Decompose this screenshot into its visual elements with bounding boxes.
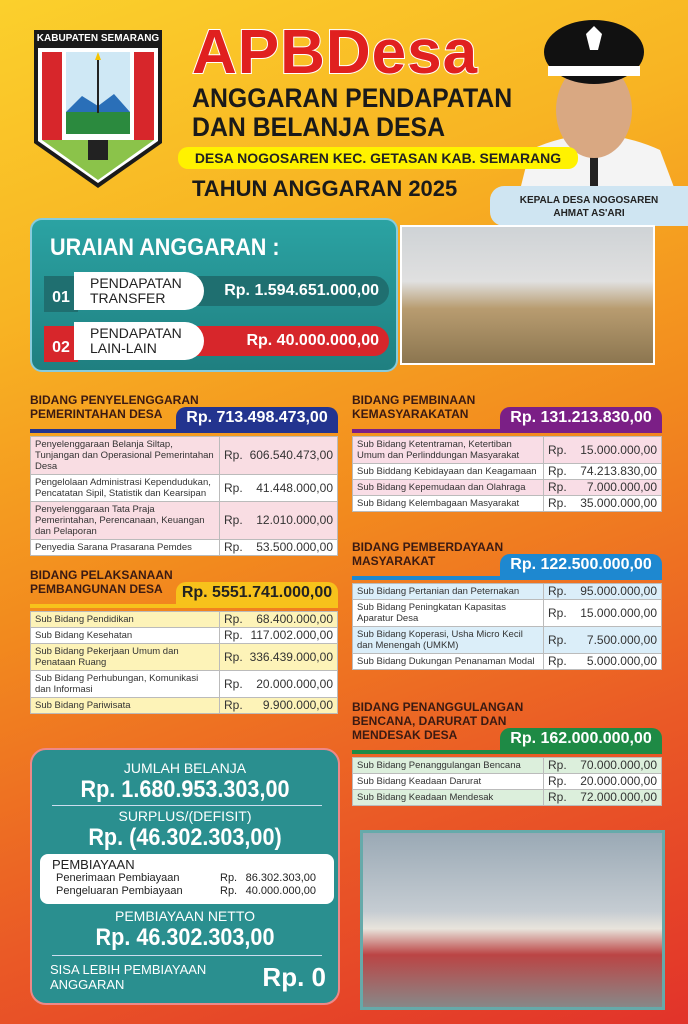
sub-field-amount xyxy=(220,540,338,556)
sub-field-amount xyxy=(220,475,338,502)
income-label xyxy=(74,322,204,360)
sub-field-amount xyxy=(544,790,662,806)
currency: Rp. xyxy=(224,513,243,527)
sub-field-name: Sub Bidang Pariwisata xyxy=(31,698,220,714)
sub-field-name: Sub Bidang Pekerjaan Umum dan Penataan Ruang xyxy=(31,644,220,671)
amount-value: 35.000.000,00 xyxy=(580,496,657,510)
sub-field-amount xyxy=(544,758,662,774)
sub-field-name: Sub Biddang Kebidayaan dan Keagamaan xyxy=(353,464,544,480)
sub-field-name: Sub Bidang Kelembagaan Masyarakat xyxy=(353,496,544,512)
table-row xyxy=(353,464,662,480)
section-title-2: PEMBANGUNAN DESA xyxy=(30,582,163,596)
table-row xyxy=(31,671,338,698)
sub-field-amount xyxy=(220,628,338,644)
currency: Rp. xyxy=(224,698,243,712)
income-value: Rp. 40.000.000,00 xyxy=(194,326,389,356)
section-table xyxy=(352,583,662,670)
table-row xyxy=(353,584,662,600)
currency: Rp. xyxy=(548,496,567,510)
section-total: Rp. 713.498.473,00 xyxy=(176,407,338,429)
uraian-anggaran-panel xyxy=(30,218,398,372)
currency: Rp. xyxy=(548,442,567,457)
amount-value: 7.500.000,00 xyxy=(586,632,657,647)
currency: Rp. xyxy=(224,676,243,691)
sub-field-name: Sub Bidang Keadaan Darurat xyxy=(353,774,544,790)
currency: Rp. xyxy=(548,605,567,620)
amount-value: 68.400.000,00 xyxy=(256,612,333,626)
table-row xyxy=(31,540,338,556)
amount-value: 117.002.000,00 xyxy=(250,628,333,642)
village-office-photo xyxy=(360,830,665,1010)
total-spending-label: JUMLAH BELANJA xyxy=(123,760,247,776)
amount-value: 72.000.000,00 xyxy=(580,790,657,804)
section-title-1: BIDANG PENANGGULANGAN xyxy=(352,700,524,714)
location-badge: DESA NOGOSAREN KEC. GETASAN KAB. SEMARANG xyxy=(178,147,578,169)
net-financing-value: Rp. 46.302.303,00 xyxy=(95,924,275,951)
table-row xyxy=(353,496,662,512)
portrait-caption xyxy=(490,186,688,226)
sub-field-name: Sub Bidang Ketentraman, Ketertiban Umum dan Perlinddungan Masyarakat xyxy=(353,437,544,464)
table-row xyxy=(353,480,662,496)
section-title-1: BIDANG PEMBINAAN xyxy=(352,393,476,407)
section-title-1: BIDANG PEMBERDAYAAN xyxy=(352,540,504,554)
financing-label: PEMBIAYAAN xyxy=(52,857,135,872)
currency: Rp. xyxy=(224,480,243,495)
sub-field-name: Sub Bidang Peningkatan Kapasitas Aparatur Desa xyxy=(353,600,544,627)
sub-field-name: Sub Bidang Penanggulangan Bencana xyxy=(353,758,544,774)
section-title-2: PEMERINTAHAN DESA xyxy=(30,407,163,421)
sub-field-amount xyxy=(220,698,338,714)
table-row xyxy=(353,790,662,806)
amount-value: 53.500.000,00 xyxy=(256,540,333,554)
sub-field-amount xyxy=(544,496,662,512)
table-row xyxy=(31,644,338,671)
summary-panel xyxy=(30,748,340,1005)
income-label-2: LAIN-LAIN xyxy=(90,340,157,356)
sub-field-amount xyxy=(544,437,662,464)
sub-field-name: Pengelolaan Administrasi Kependudukan, Pencatatan Sipil, Statistik dan Kearsipan xyxy=(31,475,220,502)
income-number: 02 xyxy=(44,326,78,362)
sub-field-amount xyxy=(544,654,662,670)
surplus-value: Rp. (46.302.303,00) xyxy=(88,824,282,851)
income-item xyxy=(44,272,389,312)
income-label-1: PENDAPATAN xyxy=(90,325,182,341)
section-title-1: BIDANG PELAKSANAAN xyxy=(30,568,173,582)
sub-field-name: Sub Bidang Keadaan Mendesak xyxy=(353,790,544,806)
table-row xyxy=(31,698,338,714)
amount-value: 336.439.000,00 xyxy=(249,649,333,664)
silpa-value: Rp. 0 xyxy=(262,962,326,992)
income-item xyxy=(44,322,389,362)
sub-field-name: Penyelenggaraan Belanja Siltap, Tunjangan dan Operasional Pemerintahan Desa xyxy=(31,437,220,475)
amount-value: 70.000.000,00 xyxy=(580,758,657,772)
receipts-value: 86.302.303,00 xyxy=(245,872,316,884)
currency: Rp. xyxy=(548,790,567,804)
amount-value: 7.000.000,00 xyxy=(586,480,657,494)
group-photo xyxy=(400,225,655,365)
section-title-2: MASYARAKAT xyxy=(352,554,436,568)
sub-field-name: Penyedia Sarana Prasarana Pemdes xyxy=(31,540,220,556)
amount-value: 9.900.000,00 xyxy=(262,698,333,712)
silpa-label xyxy=(50,962,206,992)
expenditure-label: Pengeluaran Pembiayaan xyxy=(56,885,183,897)
section-header xyxy=(30,568,338,608)
currency: Rp. xyxy=(224,540,243,554)
section-underline xyxy=(352,750,662,754)
divider xyxy=(52,805,322,806)
uraian-title: URAIAN ANGGARAN : xyxy=(50,234,280,261)
currency: Rp. xyxy=(224,448,243,462)
sub-field-amount xyxy=(220,671,338,698)
currency: Rp. xyxy=(220,885,238,897)
income-number: 01 xyxy=(44,276,78,312)
currency: Rp. xyxy=(224,649,243,664)
currency: Rp. xyxy=(548,632,567,647)
caption-name: AHMAT AS'ARI xyxy=(553,208,625,219)
subtitle-line-2: DAN BELANJA DESA xyxy=(192,112,446,142)
sub-field-amount xyxy=(544,584,662,600)
amount-value: 606.540.473,00 xyxy=(249,448,333,462)
section-header xyxy=(352,540,662,580)
sub-field-amount xyxy=(544,627,662,654)
currency: Rp. xyxy=(548,480,567,494)
table-row xyxy=(31,475,338,502)
section-table xyxy=(30,436,338,556)
table-row xyxy=(31,612,338,628)
logo-text: KABUPATEN SEMARANG xyxy=(36,33,160,44)
sub-field-name: Sub Bidang Dukungan Penanaman Modal xyxy=(353,654,544,670)
amount-value: 15.000.000,00 xyxy=(580,442,657,457)
surplus-label: SURPLUS/(DEFISIT) xyxy=(118,808,252,824)
income-label xyxy=(74,272,204,310)
table-row xyxy=(353,600,662,627)
budget-year: TAHUN ANGGARAN 2025 xyxy=(192,176,458,201)
section-header xyxy=(30,393,338,433)
sub-field-amount xyxy=(544,600,662,627)
sub-field-amount xyxy=(544,480,662,496)
section-header xyxy=(352,393,662,433)
sub-field-amount xyxy=(220,437,338,475)
sub-field-name: Penyelenggaraan Tata Praja Pemerintahan, Perencanaan, Keuangan dan Pelaporan xyxy=(31,502,220,540)
section-title-3: MENDESAK DESA xyxy=(352,728,458,742)
subtitle-line-1: ANGGARAN PENDAPATAN xyxy=(192,83,513,113)
sub-field-amount xyxy=(544,464,662,480)
subtitle xyxy=(192,84,512,142)
amount-value: 95.000.000,00 xyxy=(580,584,657,598)
currency: Rp. xyxy=(548,654,567,668)
sub-field-amount xyxy=(544,774,662,790)
receipts-label: Penerimaan Pembiayaan xyxy=(56,872,180,884)
currency: Rp. xyxy=(224,628,243,642)
section-total: Rp. 5551.741.000,00 xyxy=(176,582,338,604)
table-row xyxy=(353,774,662,790)
table-row xyxy=(353,758,662,774)
page-title: APBDesa xyxy=(192,18,479,87)
amount-value: 15.000.000,00 xyxy=(580,605,657,620)
section-title-1: BIDANG PENYELENGGARAN xyxy=(30,393,199,407)
amount-value: 20.000.000,00 xyxy=(580,774,657,788)
divider xyxy=(52,955,322,956)
sub-field-amount xyxy=(220,612,338,628)
financing-box xyxy=(40,854,334,904)
amount-value: 12.010.000,00 xyxy=(256,513,333,527)
sub-field-name: Sub Bidang Perhubungan, Komunikasi dan Informasi xyxy=(31,671,220,698)
amount-value: 5.000.000,00 xyxy=(586,654,657,668)
income-value: Rp. 1.594.651.000,00 xyxy=(194,276,389,306)
section-underline xyxy=(352,576,662,580)
section-title xyxy=(352,700,523,742)
kabupaten-semarang-logo xyxy=(32,28,164,190)
currency: Rp. xyxy=(548,774,567,788)
table-row xyxy=(353,654,662,670)
income-label-2: TRANSFER xyxy=(90,290,166,306)
currency: Rp. xyxy=(548,584,567,598)
table-row xyxy=(31,437,338,475)
amount-value: 41.448.000,00 xyxy=(256,480,333,495)
currency: Rp. xyxy=(548,464,567,478)
section-total: Rp. 162.000.000,00 xyxy=(500,728,662,750)
silpa-label-2: ANGGARAN xyxy=(50,977,125,992)
expenditure-value: 40.000.000,00 xyxy=(245,885,316,897)
section-title xyxy=(352,540,503,568)
currency: Rp. xyxy=(220,872,238,884)
currency: Rp. xyxy=(548,758,567,772)
sub-field-name: Sub Bidang Kepemudaan dan Olahraga xyxy=(353,480,544,496)
income-label-1: PENDAPATAN xyxy=(90,275,182,291)
table-row xyxy=(31,628,338,644)
section-table xyxy=(352,436,662,512)
section-title xyxy=(30,393,199,421)
sub-field-amount xyxy=(220,502,338,540)
sub-field-amount xyxy=(220,644,338,671)
section-total: Rp. 131.213.830,00 xyxy=(500,407,662,429)
section-total: Rp. 122.500.000,00 xyxy=(500,554,662,576)
section-table xyxy=(352,757,662,806)
sub-field-name: Sub Bidang Koperasi, Usha Micro Kecil dan Menengah (UMKM) xyxy=(353,627,544,654)
amount-value: 20.000.000,00 xyxy=(256,676,333,691)
section-header xyxy=(352,700,662,754)
caption-title: KEPALA DESA NOGOSAREN xyxy=(519,195,659,206)
section-title xyxy=(352,393,475,421)
section-title xyxy=(30,568,173,596)
silpa-label-1: SISA LEBIH PEMBIAYAAN xyxy=(50,962,207,977)
currency: Rp. xyxy=(224,612,243,626)
section-title-2: KEMASYARAKATAN xyxy=(352,407,469,421)
sub-field-name: Sub Bidang Pendidikan xyxy=(31,612,220,628)
net-financing-label: PEMBIAYAAN NETTO xyxy=(114,908,256,924)
section-underline xyxy=(30,604,338,608)
table-row xyxy=(353,437,662,464)
table-row xyxy=(31,502,338,540)
section-title-2: BENCANA, DARURAT DAN xyxy=(352,714,507,728)
sub-field-name: Sub Bidang Pertanian dan Peternakan xyxy=(353,584,544,600)
table-row xyxy=(353,627,662,654)
sub-field-name: Sub Bidang Kesehatan xyxy=(31,628,220,644)
total-spending-value: Rp. 1.680.953.303,00 xyxy=(80,776,290,803)
amount-value: 74.213.830,00 xyxy=(580,464,657,478)
section-table xyxy=(30,611,338,714)
section-underline xyxy=(352,429,662,433)
section-underline xyxy=(30,429,338,433)
